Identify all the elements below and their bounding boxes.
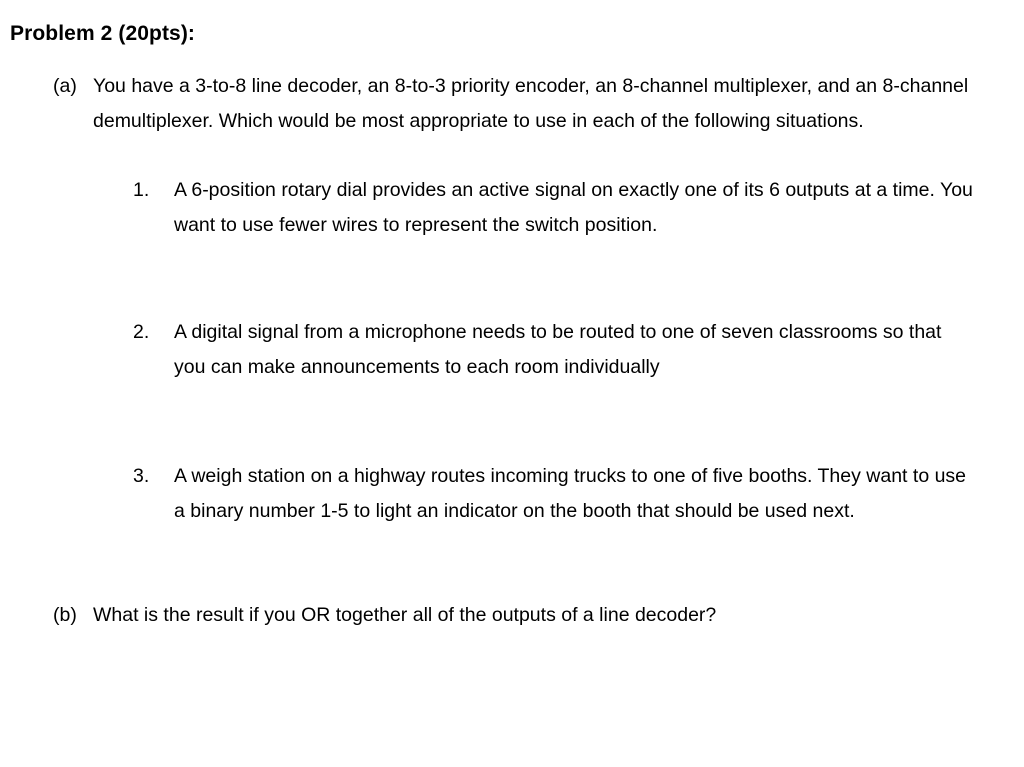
problem-title: Problem 2 (20pts): <box>10 22 196 45</box>
list-item-number: 1. <box>133 179 150 201</box>
list-item-text: A weigh station on a highway routes incoming trucks to one of five booths. They want to use a binary number 1-5 to light an indicator on the booth that should be used next. <box>174 465 967 522</box>
part-b-label: (b) <box>53 604 77 626</box>
list-item-number: 3. <box>133 465 150 487</box>
list-item-text: A 6-position rotary dial provides an active signal on exactly one of its 6 outputs at a time. You want to use fewer wires to represent the switch position. <box>174 179 973 236</box>
list-item-text: A digital signal from a microphone needs to be routed to one of seven classrooms so that you can make announcements to each room individually <box>174 321 942 378</box>
list-item-number: 2. <box>133 321 150 343</box>
part-a-label: (a) <box>53 75 77 97</box>
part-a-question: You have a 3-to-8 line decoder, an 8-to-3 priority encoder, an 8-channel multiplexer, and an 8-channel demultiplexer. Which would be most appropriate to use in each of the following situations. <box>93 75 969 132</box>
part-b-question: What is the result if you OR together all of the outputs of a line decoder? <box>93 604 717 626</box>
